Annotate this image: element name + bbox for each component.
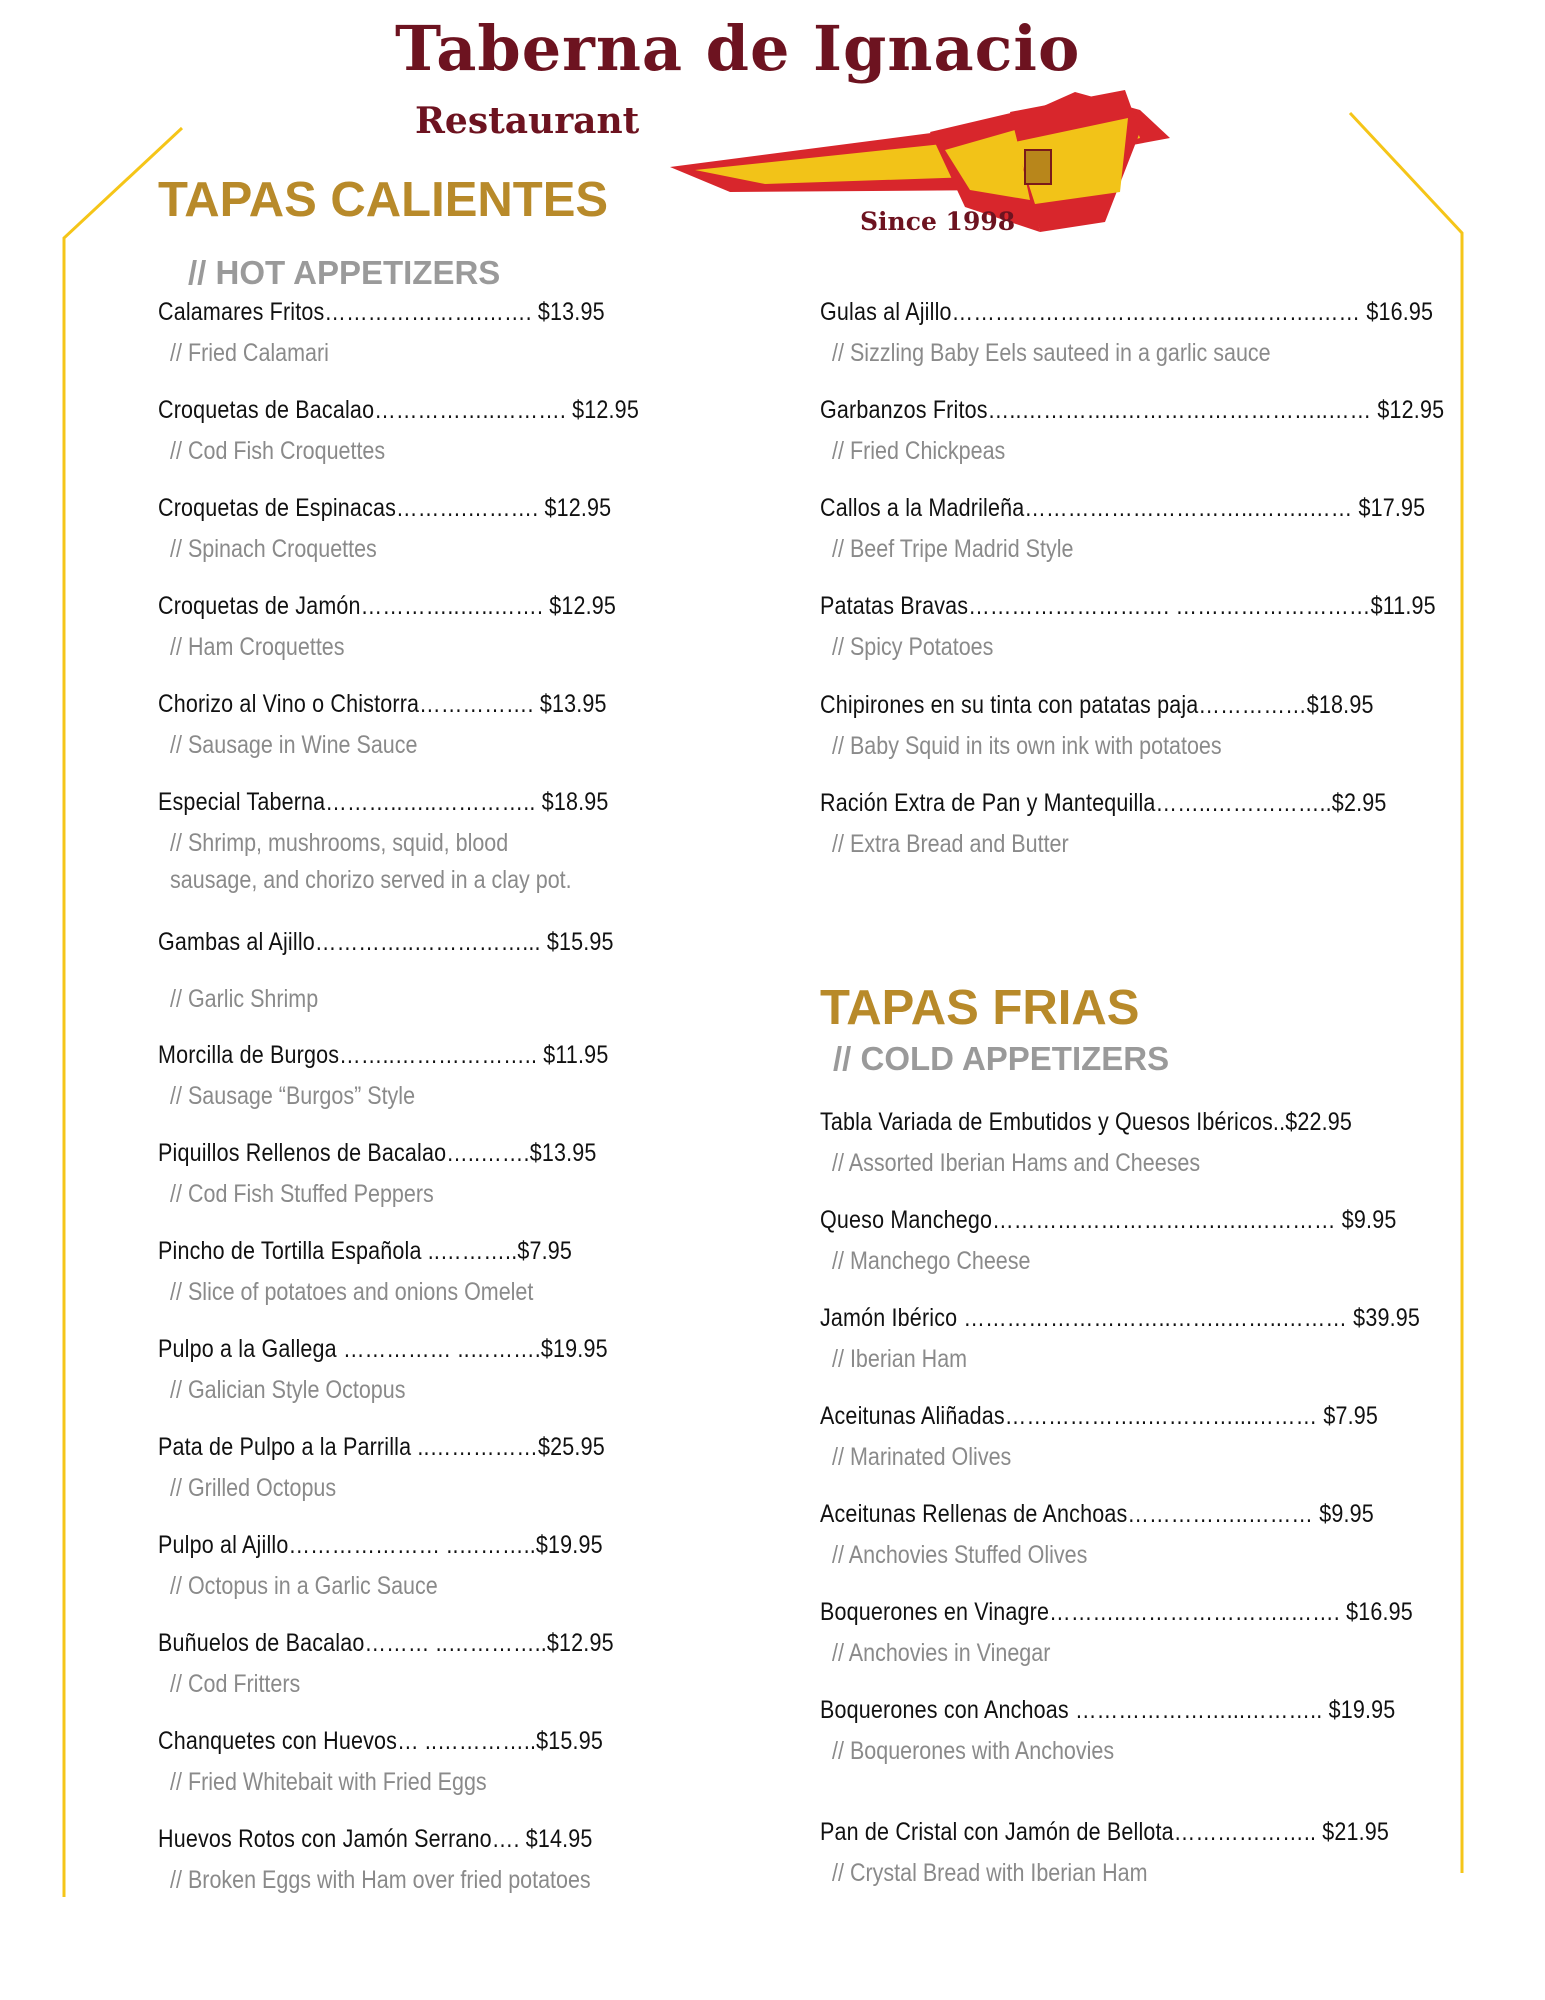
- menu-item-name-price: Tabla Variada de Embutidos y Quesos Ibéricos..$22.95: [820, 1108, 1353, 1136]
- menu-item-name-price: Gambas al Ajillo…………..……………... $15.95: [158, 928, 614, 956]
- menu-item-description: // Manchego Cheese: [832, 1247, 1031, 1275]
- menu-item: [158, 1825, 663, 1895]
- menu-item: [158, 1335, 681, 1405]
- menu-item-name-price: Patatas Bravas………………………. ………………………$11.95: [820, 592, 1436, 620]
- menu-item-description: // Spinach Croquettes: [170, 535, 377, 563]
- menu-item: [820, 1402, 1469, 1472]
- menu-item-name-price: Pulpo al Ajillo………………… ..………..$19.95: [158, 1531, 603, 1559]
- menu-item-description: // Marinated Olives: [832, 1443, 1012, 1471]
- menu-item-name-price: Buñuelos de Bacalao……… ..…………..$12.95: [158, 1629, 614, 1657]
- menu-item-name-price: Gulas al Ajillo…………………………………..……….…… $16.95: [820, 298, 1434, 326]
- menu-item: [820, 1598, 1509, 1668]
- menu-item-description: // Sausage “Burgos” Style: [170, 1082, 416, 1110]
- menu-item-name-price: Morcilla de Burgos……..……………….. $11.95: [158, 1041, 609, 1069]
- cold-section-subtitle: // COLD APPETIZERS: [833, 1040, 1170, 1077]
- menu-item-name-price: Boquerones con Anchoas …………………...……….. $19.95: [820, 1696, 1396, 1724]
- menu-item-name-price: Ración Extra de Pan y Mantequilla……..……………..$2.95: [820, 789, 1387, 817]
- restaurant-subtitle: Restaurant: [415, 100, 640, 142]
- menu-item-name-price: Chorizo al Vino o Chistorra……………. $13.95: [158, 690, 607, 718]
- menu-item: [158, 690, 680, 760]
- menu-item-name-price: Pan de Cristal con Jamón de Bellota……………….. $21.95: [820, 1818, 1390, 1846]
- cold-section-title: TAPAS FRIAS: [820, 981, 1140, 1035]
- menu-item: [158, 298, 677, 368]
- menu-item-name-price: Aceitunas Aliñadas………………..…………...……… $7.95: [820, 1402, 1379, 1430]
- menu-item-description-cont: sausage, and chorizo served in a clay pot.: [170, 866, 572, 894]
- menu-item: [158, 1629, 688, 1699]
- menu-item-description: // Beef Tripe Madrid Style: [832, 535, 1074, 563]
- menu-item-name-price: Piquillos Rellenos de Bacalao…..…….$13.95: [158, 1139, 597, 1167]
- menu-item-name-price: Garbanzos Fritos…..…………..………………………..…… $12.95: [820, 396, 1445, 424]
- restaurant-name: Taberna de Ignacio: [395, 12, 1081, 85]
- menu-item: [158, 592, 691, 662]
- menu-item-description: // Fried Chickpeas: [832, 437, 1006, 465]
- menu-item: [158, 1041, 682, 1111]
- menu-item: [158, 928, 688, 1014]
- menu-item-description: // Ham Croquettes: [170, 633, 345, 661]
- menu-item-description: // Crystal Bread with Iberian Ham: [832, 1859, 1148, 1887]
- menu-item-name-price: Chipirones en su tinta con patatas paja……………$18.95: [820, 691, 1374, 719]
- menu-item-description: // Garlic Shrimp: [170, 985, 319, 1013]
- menu-item-description: // Extra Bread and Butter: [832, 830, 1069, 858]
- menu-item-description: // Grilled Octopus: [170, 1474, 337, 1502]
- menu-item: [820, 691, 1464, 761]
- menu-item: [820, 592, 1536, 662]
- menu-item-name-price: Pulpo a la Gallega …………… ..……….$19.95: [158, 1335, 608, 1363]
- menu-item-name-price: Aceitunas Rellenas de Anchoas……………..……… $9.95: [820, 1500, 1374, 1528]
- menu-item: [820, 396, 1545, 466]
- since-year: Since 1998: [860, 207, 1016, 236]
- menu-item-description: // Galician Style Octopus: [170, 1376, 406, 1404]
- menu-item-name-price: Queso Manchego………………………….…..………… $9.95: [820, 1206, 1397, 1234]
- menu-item-description: // Slice of potatoes and onions Omelet: [170, 1278, 534, 1306]
- menu-item: [158, 1531, 675, 1601]
- hot-section-subtitle: // HOT APPETIZERS: [188, 254, 501, 291]
- menu-item-description: // Cod Fish Stuffed Peppers: [170, 1180, 434, 1208]
- menu-item-description: // Sizzling Baby Eels sauteed in a garlic sauce: [832, 339, 1271, 367]
- menu-item: [158, 494, 685, 564]
- menu-item: [820, 494, 1524, 564]
- menu-item-name-price: Pata de Pulpo a la Parrilla ..……………$25.95: [158, 1433, 605, 1461]
- menu-item: [158, 1139, 668, 1209]
- menu-item: [820, 1304, 1518, 1374]
- menu-item-description: // Spicy Potatoes: [832, 633, 994, 661]
- menu-item-description: // Fried Whitebait with Fried Eggs: [170, 1768, 487, 1796]
- menu-item-description: // Cod Fish Croquettes: [170, 437, 386, 465]
- menu-item-name-price: Croquetas de Espinacas……….………. $12.95: [158, 494, 612, 522]
- hot-section-title: TAPAS CALIENTES: [158, 173, 609, 227]
- menu-item-description: // Baby Squid in its own ink with potatoes: [832, 732, 1222, 760]
- menu-item-name-price: Croquetas de Bacalao……………..………. $12.95: [158, 396, 639, 424]
- menu-item-name-price: Huevos Rotos con Jamón Serrano…. $14.95: [158, 1825, 593, 1853]
- menu-item: [820, 298, 1533, 368]
- menu-item: [820, 789, 1479, 859]
- menu-item: [820, 1500, 1464, 1570]
- menu-item: [820, 1108, 1439, 1178]
- menu-item-name-price: Boquerones en Vinagre………..…………………..……. $16.95: [820, 1598, 1413, 1626]
- menu-item: [158, 788, 682, 895]
- menu-item-name-price: Croquetas de Jamón…………..…..……. $12.95: [158, 592, 617, 620]
- menu-item-name-price: Jamón Ibérico ………………………..……..……..……… $39.95: [820, 1304, 1420, 1332]
- menu-item: [820, 1818, 1482, 1888]
- menu-item-name-price: Chanquetes con Huevos… ..…………..$15.95: [158, 1727, 603, 1755]
- menu-item: [820, 1206, 1490, 1276]
- menu-item-description: // Octopus in a Garlic Sauce: [170, 1572, 438, 1600]
- menu-item-description: // Assorted Iberian Hams and Cheeses: [832, 1149, 1201, 1177]
- menu-item-description: // Anchovies Stuffed Olives: [832, 1541, 1088, 1569]
- menu-item: [158, 1727, 675, 1797]
- menu-item-name-price: Pincho de Tortilla Española ..………..$7.95: [158, 1237, 573, 1265]
- menu-item-description: // Sausage in Wine Sauce: [170, 731, 418, 759]
- menu-item-description: // Fried Calamari: [170, 339, 329, 367]
- menu-item-description: // Shrimp, mushrooms, squid, blood: [170, 829, 509, 857]
- menu-item-description: // Iberian Ham: [832, 1345, 968, 1373]
- menu-item-description: // Broken Eggs with Ham over fried potatoes: [170, 1866, 591, 1894]
- menu-item-description: // Cod Fritters: [170, 1670, 301, 1698]
- menu-item-description: // Boquerones with Anchovies: [832, 1737, 1115, 1765]
- menu-item: [158, 1237, 639, 1307]
- menu-item: [158, 396, 717, 466]
- menu-item: [158, 1433, 678, 1503]
- menu-item-name-price: Callos a la Madrileña…………………………..……..…… $17.95: [820, 494, 1426, 522]
- menu-item-description: // Anchovies in Vinegar: [832, 1639, 1051, 1667]
- menu-item-name-price: Calamares Fritos………………….……. $13.95: [158, 298, 605, 326]
- menu-item-name-price: Especial Taberna………..…..………….. $18.95: [158, 788, 609, 816]
- menu-item: [820, 1696, 1489, 1766]
